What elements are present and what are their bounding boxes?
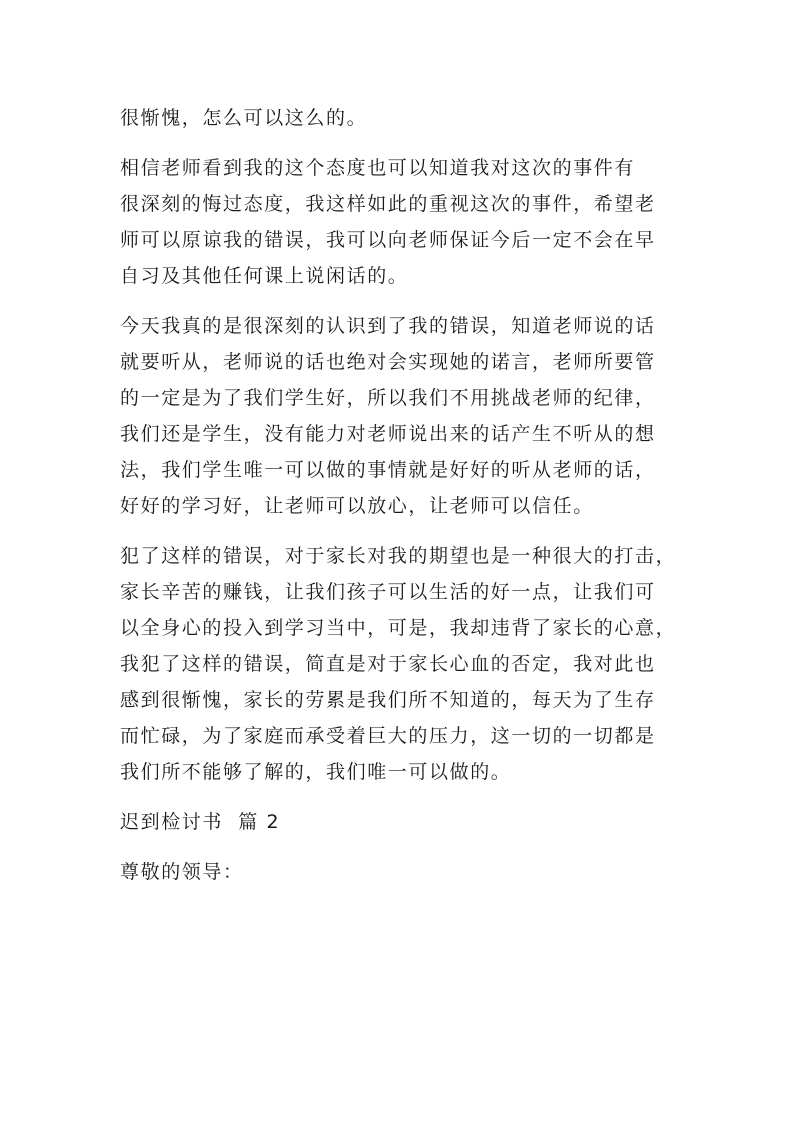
text-line: 今天我真的是很深刻的认识到了我的错误，知道老师说的话 [120, 315, 656, 337]
salutation-line: 尊敬的领导： [120, 861, 244, 883]
text-line: 家长辛苦的赚钱，让我们孩子可以生活的好一点，让我们可 [120, 581, 656, 603]
text-line: 我们所不能够了解的，我们唯一可以做的。 [120, 761, 512, 783]
paragraph-4 [120, 538, 680, 790]
text-line: 自习及其他任何课上说闲话的。 [120, 265, 409, 287]
text-line: 我犯了这样的错误，简直是对于家长心血的否定，我对此也 [120, 653, 656, 675]
text-line: 的一定是为了我们学生好，所以我们不用挑战老师的纪律， [120, 387, 656, 409]
text-line: 我们还是学生，没有能力对老师说出来的话产生不听从的想 [120, 423, 656, 445]
text-line: 好好的学习好，让老师可以放心，让老师可以信任。 [120, 495, 594, 517]
document-body [120, 100, 680, 904]
heading-line: 迟到检讨书 篇 2 [120, 811, 281, 833]
text-line: 很惭愧，怎么可以这么的。 [120, 107, 368, 129]
text-line: 而忙碌，为了家庭而承受着巨大的压力，这一切的一切都是 [120, 725, 656, 747]
text-line: 法，我们学生唯一可以做的事情就是好好的听从老师的话， [120, 459, 656, 481]
text-line: 以全身心的投入到学习当中，可是，我却违背了家长的心意， [120, 617, 677, 639]
paragraph-1 [120, 100, 680, 136]
section-heading [120, 804, 680, 840]
text-line: 师可以原谅我的错误，我可以向老师保证今后一定不会在早 [120, 229, 656, 251]
text-line: 犯了这样的错误，对于家长对我的期望也是一种很大的打击， [120, 545, 677, 567]
paragraph-2 [120, 150, 680, 294]
text-line: 相信老师看到我的这个态度也可以知道我对这次的事件有 [120, 157, 636, 179]
text-line: 很深刻的悔过态度，我这样如此的重视这次的事件，希望老 [120, 193, 656, 215]
text-line: 感到很惭愧，家长的劳累是我们所不知道的，每天为了生存 [120, 689, 656, 711]
salutation [120, 854, 680, 890]
paragraph-3 [120, 308, 680, 524]
text-line: 就要听从，老师说的话也绝对会实现她的诺言，老师所要管 [120, 351, 656, 373]
